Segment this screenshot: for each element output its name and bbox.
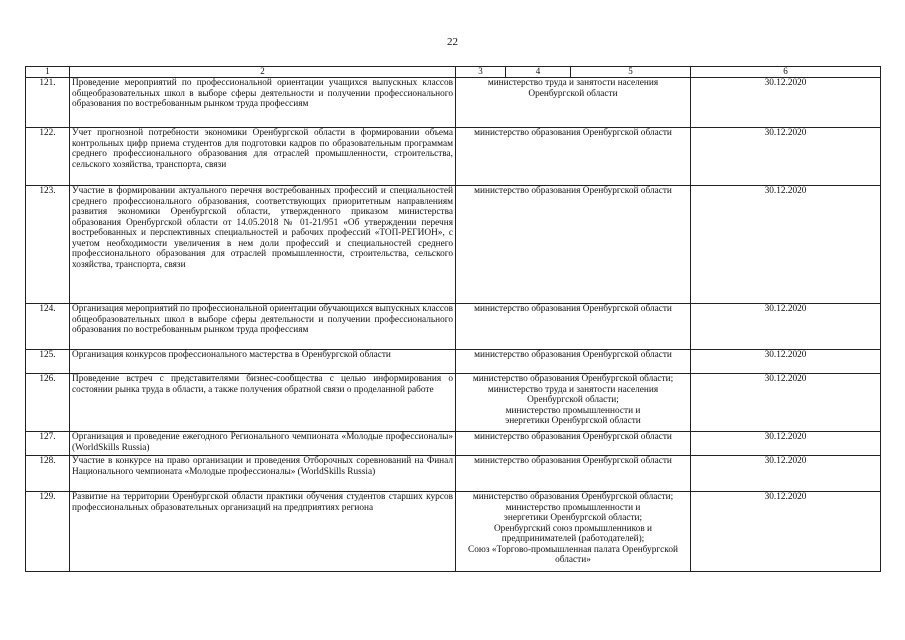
measure-description: Проведение встреч с представителями бизнес-сообщества с целью информирования о состоянии рынка труда в области, а также получения обратной связи о проделанной работе — [70, 374, 456, 432]
responsible-executors: министерство образования Оренбургской области — [456, 128, 691, 186]
responsible-executors: министерство образования Оренбургской области; министерство промышленности и энергетики Оренбургской области; Оренбургский союз промышленников и предпринимателей (работодателей); Союз «Торгово-промышленная палата Оренбургской области» — [456, 492, 691, 572]
row-number: 123. — [26, 186, 70, 304]
measure-description: Участие в формировании актуального перечня востребованных профессий и специальностей среднего профессионального образования, соответствующих приоритетным направлениям развития экономики Оренбургской области, утвержденного приказом министерства образования Оренбургской области от 14.05.2018 № 01-21/951 «Об утверждении перечня востребованных и перспективных специальностей и рабочих профессий «ТОП-РЕГИОН», с учетом необходимости увеличения в нем доли профессий и специальностей среднего профессионального образования для отраслей промышленности, строительства, сельского хозяйства, транспорта, связи — [70, 186, 456, 304]
responsible-executors: министерство труда и занятости населения Оренбургской области — [456, 78, 691, 128]
responsible-executors: министерство образования Оренбургской области — [456, 456, 691, 492]
column-header: 6 — [691, 67, 881, 78]
row-number: 127. — [26, 432, 70, 456]
responsible-executors: министерство образования Оренбургской области — [456, 432, 691, 456]
deadline: 30.12.2020 — [691, 350, 881, 374]
table-row — [26, 186, 881, 304]
deadline: 30.12.2020 — [691, 128, 881, 186]
measure-description: Учет прогнозной потребности экономики Оренбургской области в формировании объема контрольных цифр приема студентов для подготовки кадров по образовательным программам среднего профессионального образования для отраслей промышленности, строительства, сельского хозяйства, транспорта, связи — [70, 128, 456, 186]
row-number: 125. — [26, 350, 70, 374]
row-number: 126. — [26, 374, 70, 432]
measure-description: Проведение мероприятий по профессиональной ориентации учащихся выпускных классов общеобразовательных школ в выборе сферы деятельности и получении профессионального образования по востребованным рынком труда профессиям — [70, 78, 456, 128]
column-header: 4 — [506, 67, 571, 78]
row-number: 122. — [26, 128, 70, 186]
table-row — [26, 78, 881, 128]
table-row — [26, 128, 881, 186]
table-row — [26, 374, 881, 432]
deadline: 30.12.2020 — [691, 374, 881, 432]
responsible-executors: министерство образования Оренбургской области — [456, 350, 691, 374]
deadline: 30.12.2020 — [691, 432, 881, 456]
measure-description: Организация и проведение ежегодного Регионального чемпионата «Молодые профессионалы» (WorldSkills Russia) — [70, 432, 456, 456]
column-header: 2 — [70, 67, 456, 78]
row-number: 128. — [26, 456, 70, 492]
table-row — [26, 350, 881, 374]
column-header: 1 — [26, 67, 70, 78]
deadline: 30.12.2020 — [691, 186, 881, 304]
deadline: 30.12.2020 — [691, 304, 881, 350]
deadline: 30.12.2020 — [691, 78, 881, 128]
table-row — [26, 304, 881, 350]
measures-table — [25, 66, 881, 572]
row-number: 121. — [26, 78, 70, 128]
measure-description: Организация конкурсов профессионального мастерства в Оренбургской области — [70, 350, 456, 374]
table-row — [26, 432, 881, 456]
measure-description: Организация мероприятий по профессиональной ориентации обучающихся выпускных классов общеобразовательных школ в выборе сферы деятельности и получении профессионального образования по востребованным рынком труда профессиям — [70, 304, 456, 350]
measure-description: Развитие на территории Оренбургской области практики обучения студентов старших курсов профессиональных образовательных организаций на предприятиях региона — [70, 492, 456, 572]
row-number: 129. — [26, 492, 70, 572]
column-header: 3 — [456, 67, 506, 78]
row-number: 124. — [26, 304, 70, 350]
table-row — [26, 456, 881, 492]
deadline: 30.12.2020 — [691, 492, 881, 572]
responsible-executors: министерство образования Оренбургской области; министерство труда и занятости населения Оренбургской области; министерство промышленности и энергетики Оренбургской области — [456, 374, 691, 432]
responsible-executors: министерство образования Оренбургской области — [456, 186, 691, 304]
deadline: 30.12.2020 — [691, 456, 881, 492]
page-number: 22 — [447, 36, 458, 48]
column-header: 5 — [571, 67, 691, 78]
table-row — [26, 492, 881, 572]
measure-description: Участие в конкурсе на право организации и проведения Отборочных соревнований на Финал Национального чемпионата «Молодые профессионалы» (WorldSkills Russia) — [70, 456, 456, 492]
header-row — [26, 67, 881, 78]
responsible-executors: министерство образования Оренбургской области — [456, 304, 691, 350]
